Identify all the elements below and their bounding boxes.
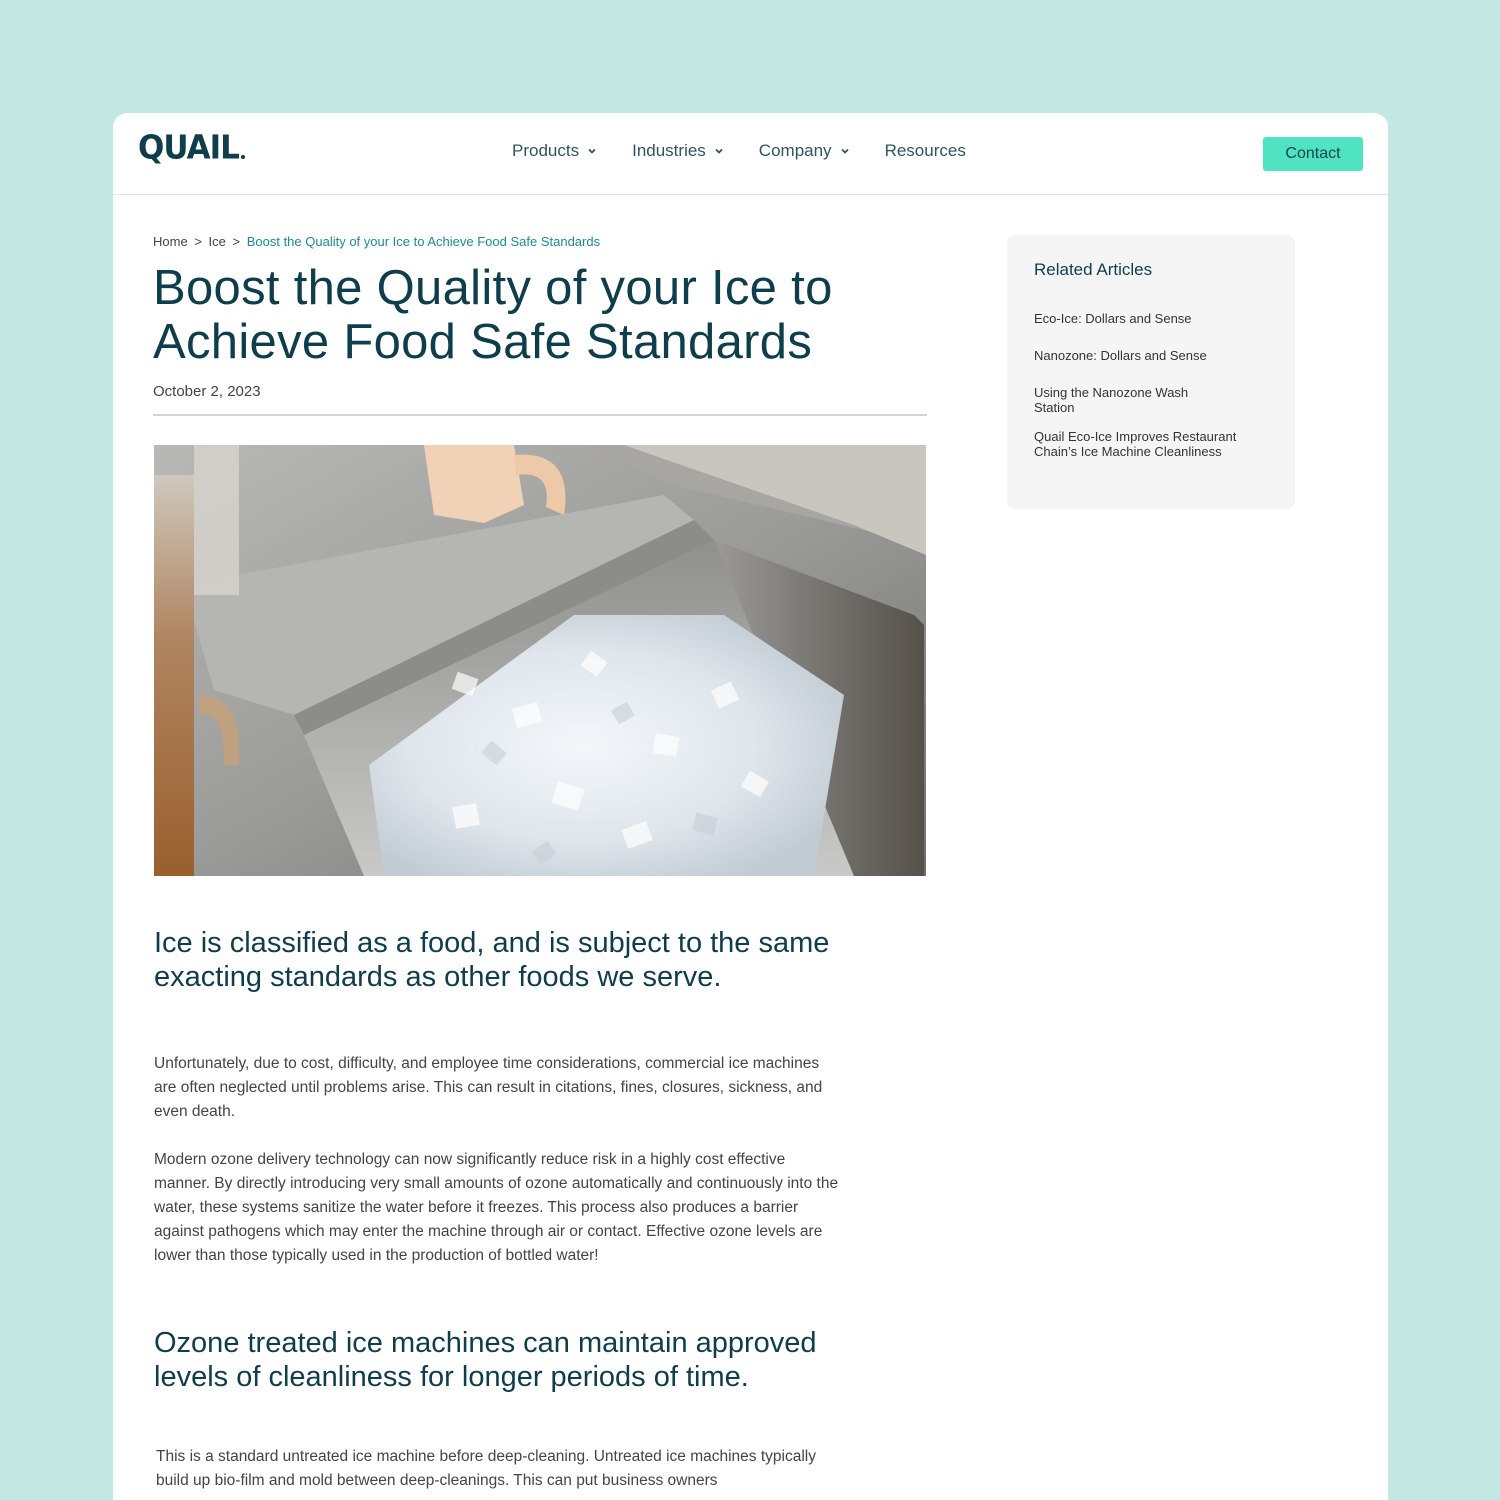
publish-date: October 2, 2023: [153, 383, 261, 400]
breadcrumb-separator: >: [232, 234, 241, 249]
breadcrumb-separator: >: [194, 234, 202, 249]
hero-image-ice-bin: [154, 445, 926, 876]
nav-item-label: Products: [512, 141, 580, 160]
chevron-down-icon: [714, 146, 724, 156]
breadcrumb-current: Boost the Quality of your Ice to Achieve Food Safe Standards: [246, 234, 601, 249]
chevron-down-icon: [840, 146, 850, 156]
breadcrumb-home[interactable]: Home: [153, 234, 188, 249]
nav-item-company[interactable]: [759, 141, 850, 161]
page-frame: [113, 113, 1388, 1500]
divider: [153, 414, 927, 416]
nav-item-products[interactable]: [512, 141, 597, 161]
main-nav: [512, 141, 1001, 161]
paragraph-ozone: Modern ozone delivery technology can now significantly reduce risk in a highly cost effective manner. By directly introducing very small amounts of ozone automatically and continuously into the water, these systems sanitize the water before it freezes. This process also produces a barrier against pathogens which may enter the machine through air or contact. Effective ozone levels are lower than those typically used in the production of bottled water!: [154, 1151, 839, 1264]
breadcrumb-category[interactable]: Ice: [208, 234, 226, 249]
nav-item-label: Industries: [632, 141, 706, 160]
related-articles-sidebar: [1007, 235, 1295, 509]
related-article-link[interactable]: Eco-Ice: Dollars and Sense: [1034, 311, 1192, 326]
nav-item-industries[interactable]: [632, 141, 724, 161]
sidebar-title: Related Articles: [1034, 260, 1153, 279]
ice-bin-illustration: [154, 445, 926, 876]
related-article-link[interactable]: Quail Eco-Ice Improves Restaurant Chain’s Ice Machine Cleanliness: [1034, 429, 1237, 459]
section-heading-ozone: Ozone treated ice machines can maintain approved levels of cleanliness for longer periods of time.: [154, 1327, 817, 1393]
contact-button[interactable]: Contact: [1263, 137, 1363, 171]
logo-text: QUAIL: [138, 129, 239, 167]
related-article-link[interactable]: Using the Nanozone Wash Station: [1034, 385, 1189, 415]
paragraph-intro: Unfortunately, due to cost, difficulty, and employee time considerations, commercial ice machines are often neglected until problems arise. This can result in citations, fines, closures, sickness, and even death.: [154, 1055, 823, 1120]
site-header: [113, 113, 1388, 195]
breadcrumb: [153, 234, 600, 249]
related-article-link[interactable]: Nanozone: Dollars and Sense: [1034, 348, 1207, 363]
nav-item-resources[interactable]: [885, 141, 966, 161]
logo-dot: [241, 155, 245, 159]
quail-logo[interactable]: [138, 129, 245, 167]
nav-item-label: Resources: [884, 141, 966, 160]
nav-item-label: Company: [758, 141, 832, 160]
chevron-down-icon: [587, 146, 597, 156]
paragraph-untreated: This is a standard untreated ice machine before deep-cleaning. Untreated ice machines typically build up bio-film and mold between deep-cleanings. This can put business owners: [156, 1448, 816, 1489]
page-title: Boost the Quality of your Ice to Achieve Food Safe Standards: [153, 261, 833, 369]
section-heading-ice-food: Ice is classified as a food, and is subject to the same exacting standards as other foods we serve.: [154, 927, 830, 993]
